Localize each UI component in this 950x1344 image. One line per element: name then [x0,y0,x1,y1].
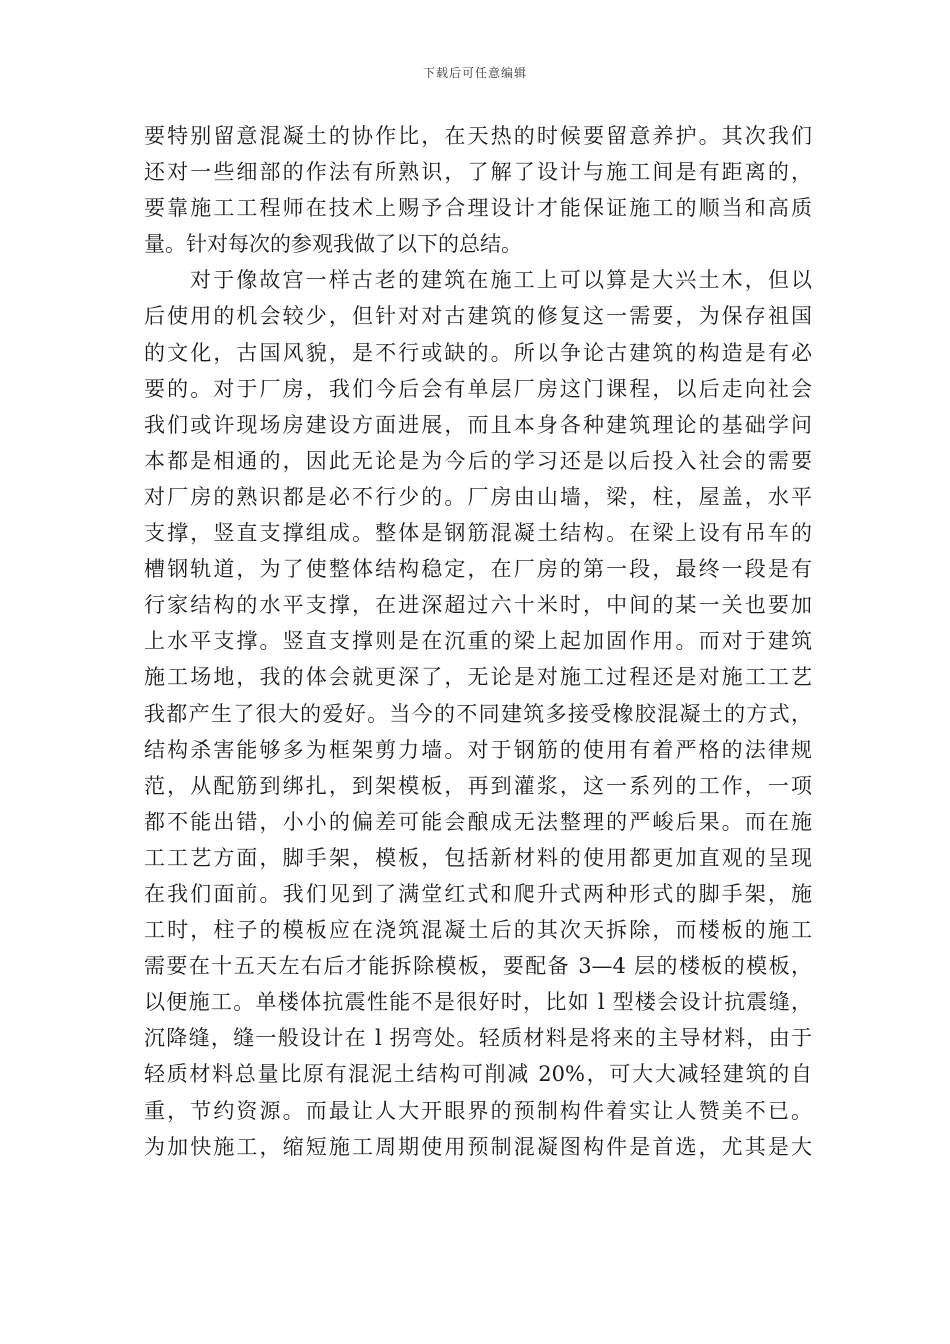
text-line: 要特别留意混凝土的协作比，在天热的时候要留意养护。其次我们 [144,124,812,148]
text-line: 对厂房的熟识都是必不行少的。厂房由山墙，梁，柱，屋盖，水平 [144,484,812,509]
text-line: 槽钢轨道，为了使整体结构稳定，在厂房的第一段，最终一段是有 [144,557,812,582]
text-line: 需要在十五天左右后才能拆除模板，要配备 3—4 层的楼板的模板， [144,954,812,979]
text-line: 对于像故宫一样古老的建筑在施工上可以算是大兴土木，但以 [190,268,812,293]
text-line: 本都是相通的，因此无论是为今后的学习还是以后投入社会的需要 [144,448,812,473]
text-line: 工工艺方面，脚手架，模板，包括新材料的使用都更加直观的呈现 [144,845,812,870]
text-line: 量。针对每次的参观我做了以下的总结。 [144,232,522,257]
text-line: 要靠施工工程师在技术上赐予合理设计才能保证施工的顺当和高质 [144,196,812,221]
text-line: 后使用的机会较少，但针对对古建筑的修复这一需要，为保存祖国 [144,304,812,329]
text-line: 的文化，古国风貌，是不行或缺的。所以争论古建筑的构造是有必 [144,340,812,365]
text-line: 工时，柱子的模板应在浇筑混凝土后的其次天拆除，而楼板的施工 [144,918,812,943]
text-line: 我都产生了很大的爱好。当今的不同建筑多接受橡胶混凝土的方式， [144,701,812,726]
document-body [144,118,812,1165]
text-line: 轻质材料总量比原有混泥土结构可削减 20%，可大大减轻建筑的自 [144,1062,812,1087]
text-line: 我们或许现场房建设方面进展，而且本身各种建筑理论的基础学问 [144,412,812,437]
text-line: 在我们面前。我们见到了满堂红式和爬升式两种形式的脚手架，施 [144,881,812,906]
text-line: 还对一些细部的作法有所熟识，了解了设计与施工间是有距离的， [144,160,812,185]
text-line: 重，节约资源。而最让人大开眼界的预制构件着实让人赞美不已。 [144,1098,812,1123]
text-line: 范，从配筋到绑扎，到架模板，再到灌浆，这一系列的工作，一项 [144,773,812,798]
text-line: 结构杀害能够多为框架剪力墙。对于钢筋的使用有着严格的法律规 [144,737,812,762]
text-line: 要的。对于厂房，我们今后会有单层厂房这门课程，以后走向社会 [144,376,812,401]
page-header: 下载后可任意编辑 [422,66,527,80]
paragraph [144,262,812,1164]
paragraph [144,118,812,262]
text-line: 为加快施工，缩短施工周期使用预制混凝图构件是首选，尤其是大 [144,1134,812,1159]
text-line: 上水平支撑。竖直支撑则是在沉重的梁上起加固作用。而对于建筑 [144,629,812,654]
text-line: 以便施工。单楼体抗震性能不是很好时，比如 l 型楼会设计抗震缝， [144,990,812,1015]
text-line: 施工场地，我的体会就更深了，无论是对施工过程还是对施工工艺 [144,665,812,690]
text-line: 沉降缝，缝一般设计在 l 拐弯处。轻质材料是将来的主导材料，由于 [144,1026,812,1051]
text-line: 支撑，竖直支撑组成。整体是钢筋混凝土结构。在梁上设有吊车的 [144,521,812,546]
text-line: 行家结构的水平支撑，在进深超过六十米时，中间的某一关也要加 [144,593,812,618]
text-line: 都不能出错，小小的偏差可能会酿成无法整理的严峻后果。而在施 [144,809,812,834]
